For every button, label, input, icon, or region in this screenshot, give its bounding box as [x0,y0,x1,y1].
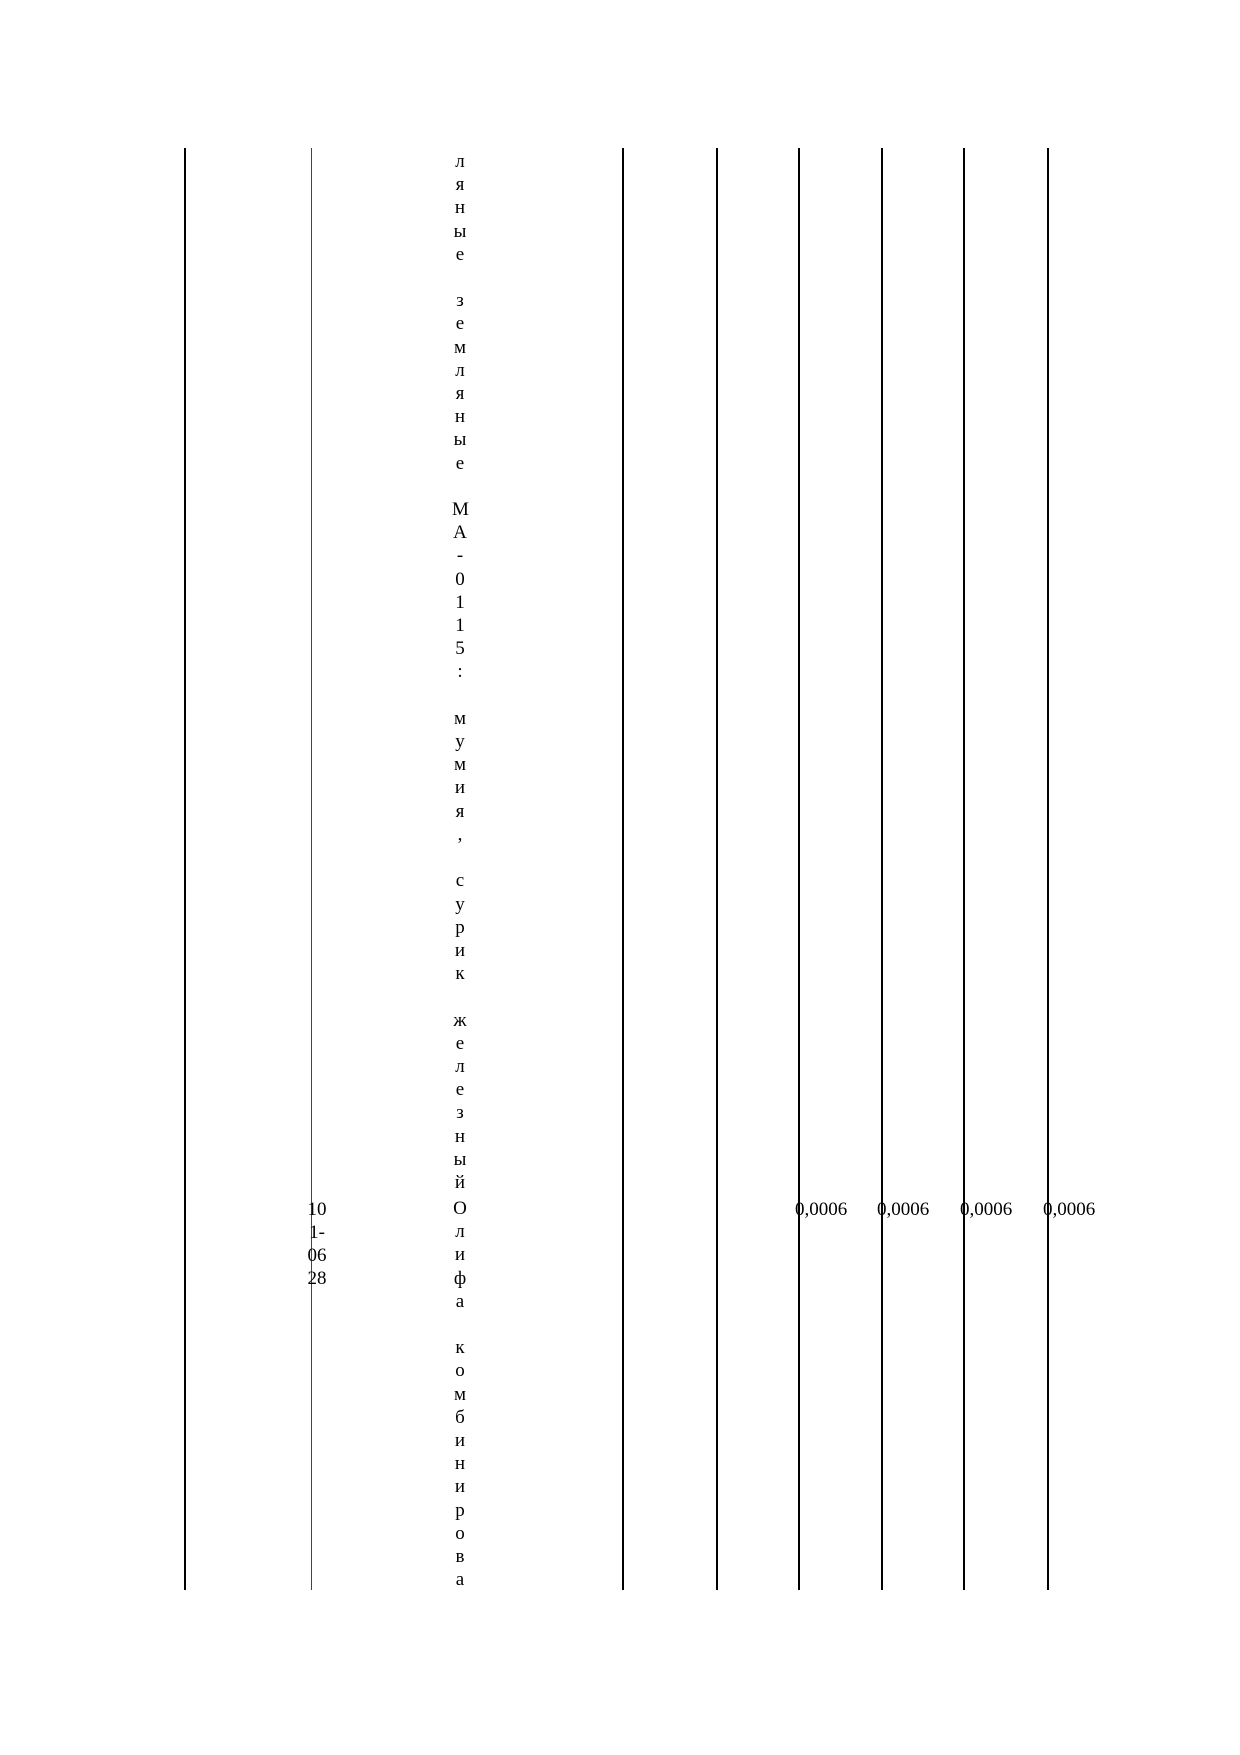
column-divider-value-1 [798,148,800,1590]
row-description: О л и ф а к о м б и н и р о в а [453,1198,467,1591]
row-code: 10 1- 06 28 [307,1199,327,1289]
table-border-left [184,148,186,1590]
row-value-2: 0,0006 [877,1199,930,1220]
column-divider-value-2 [881,148,883,1590]
column-divider-value-3 [963,148,965,1590]
column-divider-description [622,148,624,1590]
row-value-4: 0,0006 [1043,1199,1096,1220]
column-divider-value-4 [1047,148,1049,1590]
row-description-continued: л я н ы е з е м л я н ы е М А - 0 1 1 5 : м у м и я , с у р и к ж е л е з н ы й [452,151,469,1193]
column-divider-code [311,148,312,1590]
row-value-1: 0,0006 [795,1199,848,1220]
row-value-3: 0,0006 [960,1199,1013,1220]
column-divider-unit [716,148,718,1590]
